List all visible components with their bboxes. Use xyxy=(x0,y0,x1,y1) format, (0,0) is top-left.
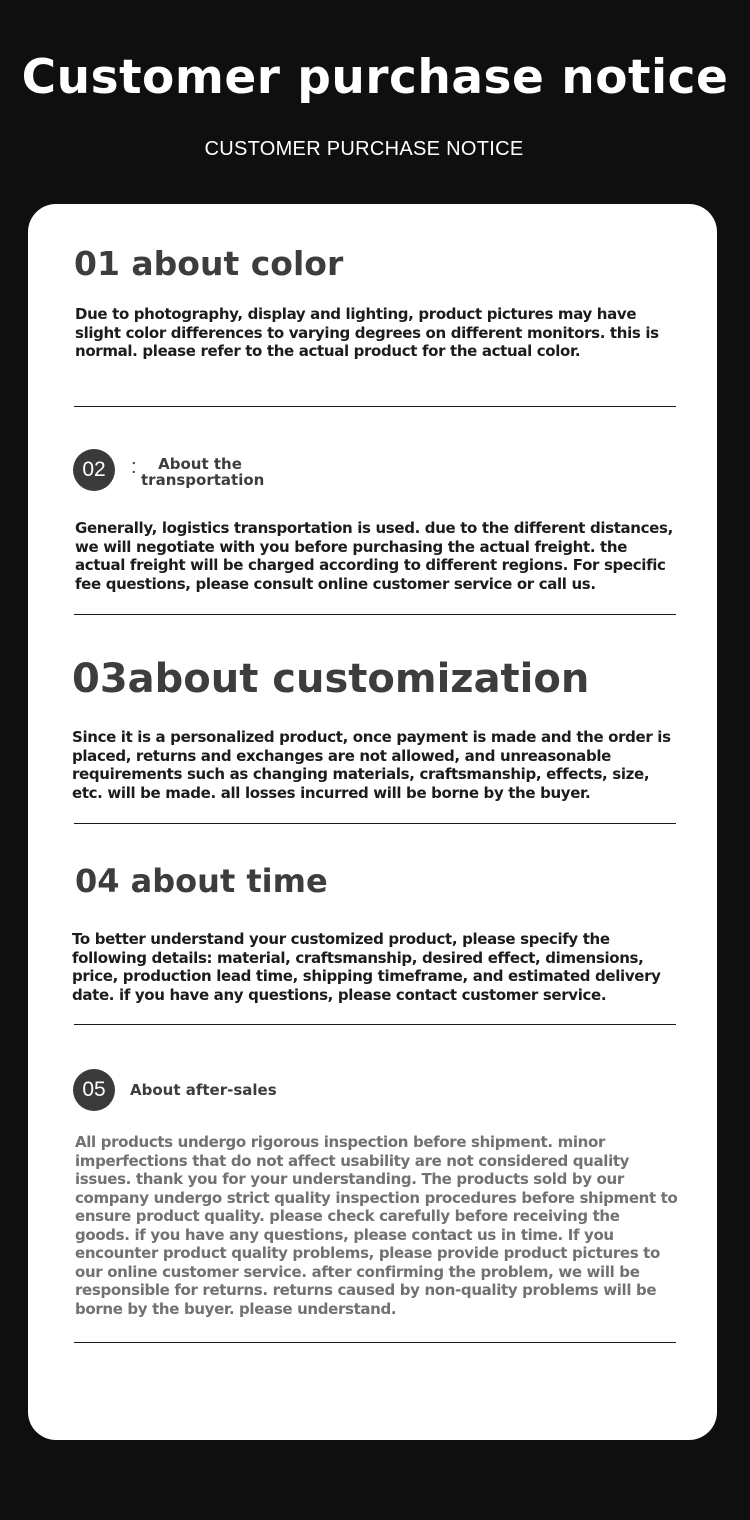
section-after-sales-number-badge: 05 xyxy=(73,1069,115,1111)
section-transport-number-badge: 02 xyxy=(73,449,115,491)
divider xyxy=(74,1342,676,1343)
divider xyxy=(74,406,676,407)
section-transport-body: Generally, logistics transportation is used. due to the different distances, we will negotiate with you before purchasing the actual freight. the actual freight will be charged according to different regions. For specific fee questions, please consult online customer service or call us. xyxy=(75,519,673,593)
section-customization-heading: 03about customization xyxy=(72,656,590,702)
section-transport-heading: About the transportation xyxy=(141,455,265,489)
section-after-sales-heading: About after-sales xyxy=(130,1081,277,1099)
section-color-heading: 01 about color xyxy=(74,244,344,283)
page-subtitle: CUSTOMER PURCHASE NOTICE xyxy=(204,138,524,160)
section-customization-body: Since it is a personalized product, once payment is made and the order is placed, returns and exchanges are not allowed, and unreasonable requirements such as changing materials, craftsmanship, effects, size, etc. will be made. all losses incurred will be borne by the buyer. xyxy=(72,728,671,802)
section-color-body: Due to photography, display and lighting, product pictures may have slight color differences to varying degrees on different monitors. this is normal. please refer to the actual product for the actual color. xyxy=(75,305,659,360)
section-transport-mark: : xyxy=(131,456,137,478)
section-after-sales-body: All products undergo rigorous inspection before shipment. minor imperfections that do not affect usability are not considered quality issues. thank you for your understanding. The products sold by our company undergo strict quality inspection procedures before shipment to ensure product quality. please check carefully before receiving the goods. if you have any questions, please contact us in time. If you encounter product quality problems, please provide product pictures to our online customer service. after confirming the problem, we will be responsible for returns. returns caused by non-quality problems will be borne by the buyer. please understand. xyxy=(75,1133,678,1318)
notice-card xyxy=(28,204,717,1440)
page-title: Customer purchase notice xyxy=(21,50,729,105)
divider xyxy=(74,614,676,615)
section-time-heading: 04 about time xyxy=(75,862,328,900)
divider xyxy=(74,1024,676,1025)
divider xyxy=(74,823,676,824)
section-time-body: To better understand your customized product, please specify the following details: material, craftsmanship, desired effect, dimensions, price, production lead time, shipping timeframe, and estimated delivery date. if you have any questions, please contact customer service. xyxy=(72,930,661,1004)
